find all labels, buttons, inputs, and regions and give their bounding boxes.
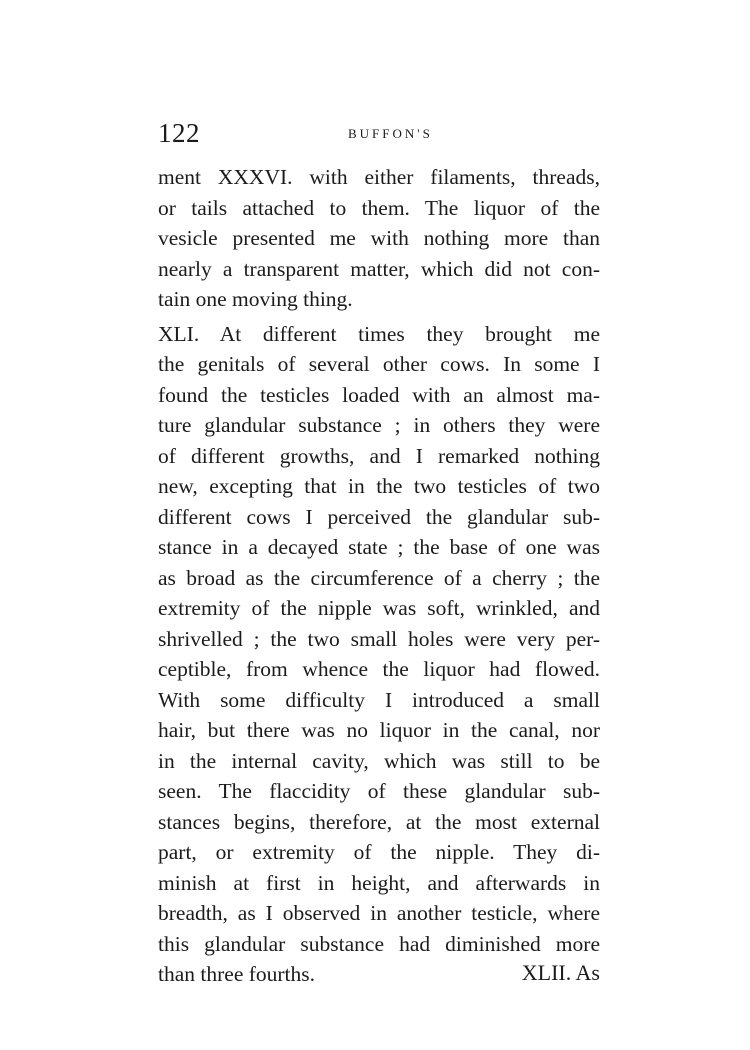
text-line: this glandular substance had diminished more [158, 931, 600, 956]
text-line: minish at first in height, and afterwards in [158, 870, 600, 895]
text-line: found the testicles loaded with an almost ma- [158, 382, 600, 407]
text-line: the genitals of several other cows. In some I [158, 352, 600, 376]
text-line: or tails attached to them. The liquor of the [158, 195, 600, 220]
text-line: new, excepting that in the two testicles of two [158, 474, 600, 498]
text-line: With some difficulty I introduced a small [158, 687, 600, 712]
paragraph-start-line: XLI. At different times they brought me [158, 321, 600, 346]
text-line: stance in a decayed state ; the base of one was [158, 535, 600, 559]
text-line: extremity of the nipple was soft, wrinkled, and [158, 596, 600, 620]
text-line: part, or extremity of the nipple. They di- [158, 840, 600, 864]
text-line: stances begins, therefore, at the most external [158, 809, 600, 834]
text-line: hair, but there was no liquor in the canal, nor [158, 718, 600, 742]
text-line: tain one moving thing. [158, 287, 353, 311]
text-line: as broad as the circumference of a cherry ; the [158, 565, 600, 590]
text-line: ceptible, from whence the liquor had flowed. [158, 657, 600, 681]
text-line: breadth, as I observed in another testicle, where [158, 901, 600, 925]
text-line: of different growths, and I remarked nothing [158, 443, 600, 468]
text-line: ment XXXVI. with either filaments, threads, [158, 165, 600, 189]
page-header [158, 118, 600, 158]
text-line: different cows I perceived the glandular sub- [158, 504, 600, 529]
text-line: seen. The flaccidity of these glandular sub- [158, 779, 600, 803]
text-line: ture glandular substance ; in others they were [158, 413, 600, 437]
text-line: vesicle presented me with nothing more than [158, 226, 600, 250]
page-number: 122 [158, 118, 200, 148]
text-line: in the internal cavity, which was still to be [158, 748, 600, 773]
text-line: shrivelled ; the two small holes were very per- [158, 626, 600, 651]
body-text [158, 162, 600, 990]
text-line: than three fourths. [158, 962, 316, 986]
text-line: nearly a transparent matter, which did not con- [158, 256, 600, 281]
catchword: XLII. As [521, 960, 600, 985]
running-head: BUFFON'S [348, 126, 433, 141]
